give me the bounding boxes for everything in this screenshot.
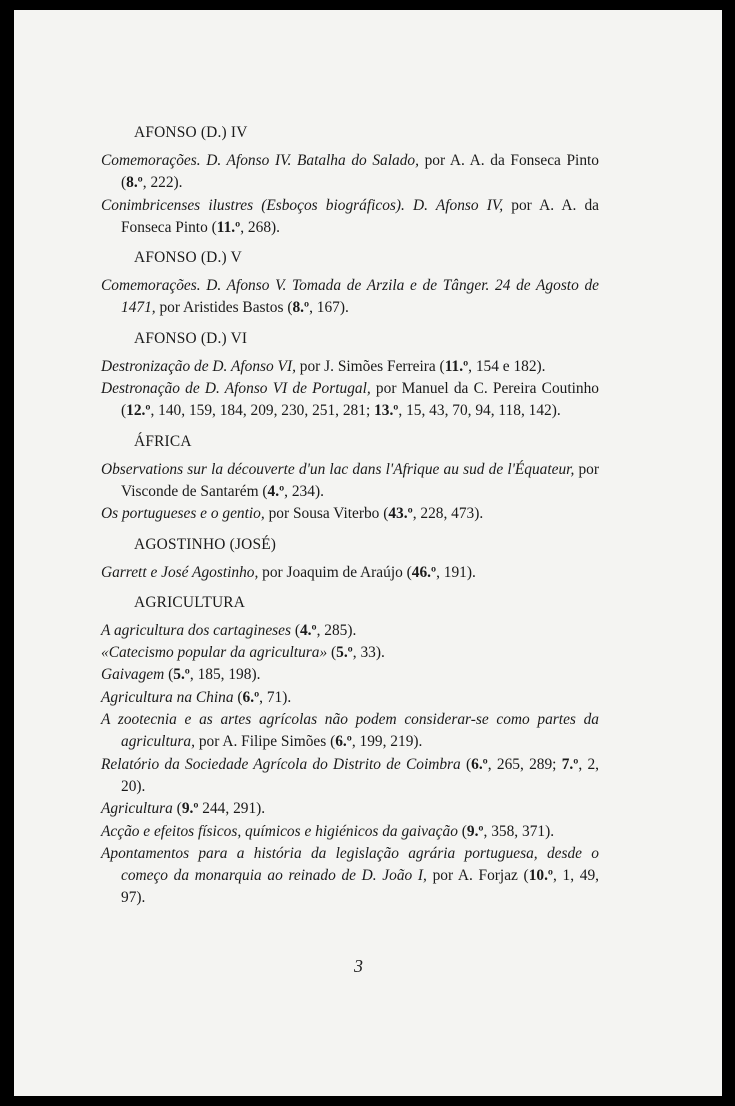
index-entry	[101, 503, 599, 525]
section-heading: AFONSO (D.) IV	[134, 124, 248, 141]
section-heading: AFONSO (D.) VI	[134, 329, 248, 347]
entry-title: Os portugueses e o gentio,	[101, 505, 265, 523]
entry-pages: , 222).	[142, 174, 183, 192]
index-entry	[101, 843, 599, 910]
entry-author: por J. Simões Ferreira (	[295, 357, 445, 375]
index-entry	[101, 378, 599, 423]
entry-pages: , 191).	[436, 563, 476, 581]
entry-author: por Aristides Bastos (	[155, 299, 293, 317]
index-entry	[101, 356, 599, 378]
entry-author: (	[172, 800, 182, 818]
entry-author: (	[457, 822, 467, 840]
index-entry	[101, 275, 599, 320]
entry-title: Destronação de D. Afonso VI de Portugal,	[101, 380, 371, 398]
entry-pages: , 15, 43, 70, 94, 118, 142).	[398, 402, 561, 420]
entry-volume: 9.º	[466, 822, 484, 840]
entry-author: por A. A. da Fonseca Pinto (	[121, 152, 599, 192]
entry-title: A zootecnia e as artes agrícolas não podem considerar-se como partes da agricultura,	[101, 711, 599, 751]
entry-title: Relatório da Sociedade Agrícola do Distrito de Coimbra	[101, 755, 461, 773]
entry-volume: 9.º	[181, 800, 199, 818]
entry-volume: 12.º	[126, 402, 151, 420]
entry-pages: , 140, 159, 184, 209, 230, 251, 281;	[150, 402, 375, 420]
index-entry	[101, 459, 599, 504]
entry-volume: 6.º	[242, 688, 260, 706]
section-heading: AFONSO (D.) V	[134, 249, 242, 267]
entry-author: por Manuel da C. Pereira Coutinho (	[121, 380, 599, 420]
entry-author: por A. Filipe Simões (	[194, 733, 336, 751]
entry-title: Agricultura na China	[101, 688, 234, 706]
entry-pages: , 285).	[316, 621, 357, 639]
index-content	[101, 122, 599, 910]
entry-pages: , 167).	[309, 299, 349, 317]
entry-pages: , 2, 20).	[121, 755, 599, 795]
entry-pages: , 154 e 182).	[468, 357, 546, 375]
entry-author: por A. Forjaz (	[426, 867, 529, 885]
document-page	[14, 10, 722, 1096]
index-entry	[101, 150, 599, 195]
entry-volume: 7.º	[561, 755, 579, 773]
entry-title: Destronização de D. Afonso VI,	[101, 357, 296, 375]
entry-volume: 4.º	[299, 621, 317, 639]
section-heading: ÁFRICA	[134, 432, 192, 450]
index-entry	[101, 687, 599, 709]
entry-title: Observations sur la découverte d'un lac dans l'Afrique au sud de l'Équateur,	[101, 460, 575, 478]
entry-volume: 10.º	[528, 867, 554, 885]
entry-volume: 43.º	[388, 505, 413, 523]
entry-author: por Joaquim de Araújo (	[258, 563, 412, 581]
entry-volume: 6.º	[335, 733, 352, 751]
entry-author: (	[290, 621, 300, 639]
entry-pages: , 199, 219).	[351, 733, 423, 751]
entry-title: A agricultura dos cartagineses	[101, 621, 291, 639]
entry-title: Garrett e José Agostinho,	[101, 563, 259, 581]
entry-pages: , 268).	[240, 218, 280, 236]
entry-volume: 5.º	[173, 666, 190, 684]
index-entry	[101, 195, 599, 240]
entry-title: Acção e efeitos físicos, químicos e higiénicos da gaivação	[101, 822, 458, 840]
index-entry	[101, 642, 599, 664]
entry-pages: , 234).	[284, 482, 324, 500]
entry-title: Agricultura	[101, 800, 173, 818]
index-entry	[101, 664, 599, 686]
entry-volume: 13.º	[374, 402, 399, 420]
index-entry	[101, 821, 599, 843]
entry-author: por Sousa Viterbo (	[264, 505, 389, 523]
entry-author: por A. A. da Fonseca Pinto (	[121, 196, 599, 236]
entry-title: «Catecismo popular da agricultura»	[101, 644, 328, 662]
entry-pages: , 1, 49, 97).	[121, 867, 600, 907]
entry-volume: 6.º	[471, 755, 488, 773]
entry-title: Comemorações. D. Afonso V. Tomada de Arzila e de Tânger. 24 de Agosto de 1471,	[101, 277, 599, 317]
entry-pages: , 228, 473).	[412, 505, 484, 523]
entry-pages: 244, 291).	[198, 800, 266, 818]
page-number: 3	[354, 956, 363, 976]
entry-volume: 8.º	[126, 174, 143, 192]
section-heading: AGOSTINHO (JOSÉ)	[134, 535, 277, 553]
entry-volume: 11.º	[216, 218, 241, 236]
entry-author: (	[327, 644, 337, 662]
entry-volume: 8.º	[292, 299, 310, 317]
index-entry	[101, 709, 599, 754]
entry-pages: , 33).	[352, 644, 385, 662]
entry-volume: 46.º	[411, 563, 437, 581]
entry-title: Apontamentos para a história da legislação agrária portuguesa, desde o começo da monarquia ao reinado de D. João I,	[101, 844, 599, 885]
entry-title: Comemorações. D. Afonso IV. Batalha do Salado,	[101, 152, 419, 169]
entry-pages: , 185, 198).	[189, 666, 261, 684]
entry-pages: , 265, 289;	[487, 755, 562, 773]
entry-pages: , 358, 371).	[483, 822, 555, 840]
entry-pages: , 71).	[259, 688, 292, 706]
entry-author: (	[164, 666, 174, 684]
entry-volume: 4.º	[267, 482, 285, 500]
entry-volume: 11.º	[444, 357, 469, 375]
index-entry	[101, 562, 599, 584]
entry-volume: 5.º	[336, 644, 353, 662]
index-entry	[101, 798, 599, 820]
entry-author: (	[233, 688, 243, 706]
entry-author: por Visconde de Santarém (	[121, 460, 599, 500]
section-heading: AGRICULTURA	[134, 593, 246, 611]
entry-author: (	[460, 755, 472, 773]
index-entry	[101, 754, 599, 799]
entry-title: Gaivagem	[101, 666, 165, 684]
index-entry	[101, 620, 599, 642]
entry-title: Conimbricenses ilustres (Esboços biográficos). D. Afonso IV,	[101, 196, 504, 214]
